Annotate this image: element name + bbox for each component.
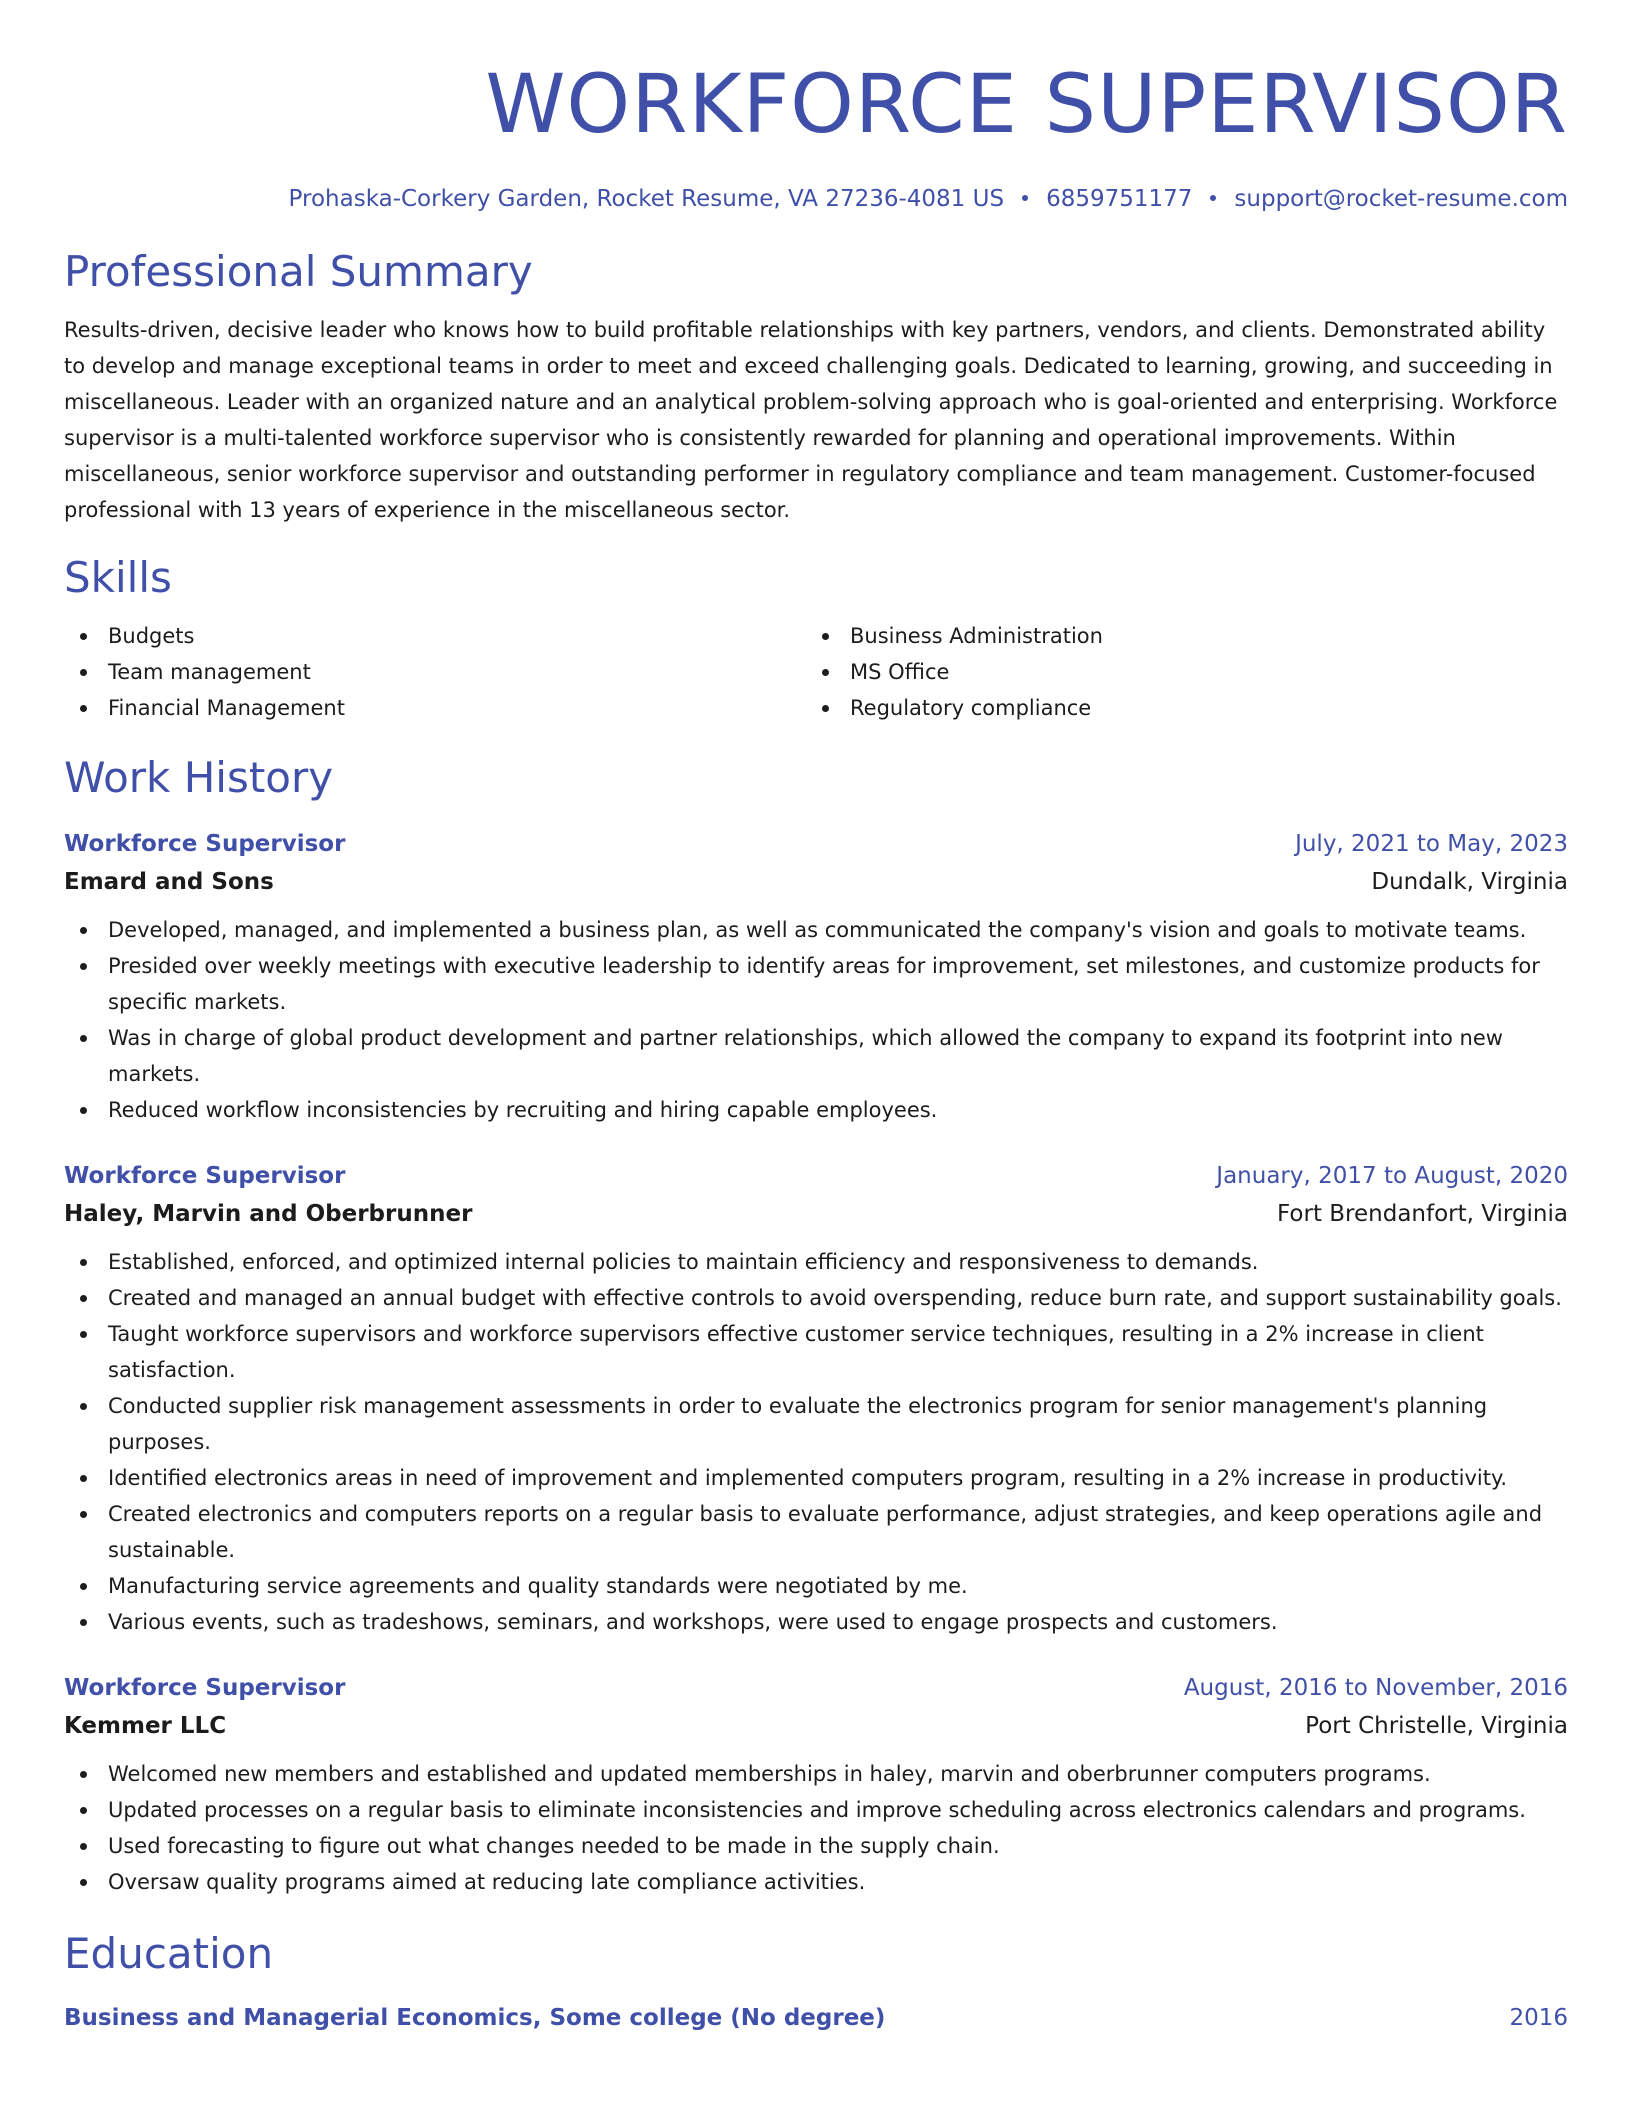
job-bullet: Updated processes on a regular basis to eliminate inconsistencies and improve scheduling across electronics calendars and programs. (64, 1792, 1568, 1828)
job-bullet: Conducted supplier risk management assessments in order to evaluate the electronics program for senior management's planning purposes. (64, 1388, 1568, 1460)
job-title: Workforce Supervisor (64, 1675, 346, 1701)
job-bullet: Oversaw quality programs aimed at reducing late compliance activities. (64, 1864, 1568, 1900)
skills-list-left (64, 618, 806, 726)
skills-list-right (806, 618, 1548, 726)
job-dates: January, 2017 to August, 2020 (1216, 1163, 1568, 1189)
resume-page (64, 50, 1568, 2036)
candidate-name: WORKFORCE SUPERVISOR (485, 58, 1568, 152)
skill-item: MS Office (806, 654, 1548, 690)
job-company: Emard and Sons (64, 869, 274, 895)
skills-grid (64, 618, 1568, 726)
job-entry (64, 1158, 1568, 1640)
job-bullet: Used forecasting to figure out what changes needed to be made in the supply chain. (64, 1828, 1568, 1864)
job-location: Port Christelle, Virginia (1305, 1713, 1568, 1739)
job-bullet: Identified electronics areas in need of improvement and implemented computers program, resulting in a 2% increase in productivity. (64, 1460, 1568, 1496)
education-entry (64, 2000, 1568, 2036)
skill-item: Regulatory compliance (806, 690, 1548, 726)
job-bullets (64, 1756, 1568, 1900)
job-entry (64, 826, 1568, 1128)
summary-text: Results-driven, decisive leader who knows how to build profitable relationships with key partners, vendors, and clients. Demonstrated ability to develop and manage exceptional teams in order to meet and exceed challenging goals. Dedicated to learning, growing, and succeeding in miscellaneous. Leader with an organized nature and an analytical problem-solving approach who is goal-oriented and enterprising. Workforce supervisor is a multi-talented workforce supervisor who is consistently rewarded for planning and operational improvements. Within miscellaneous, senior workforce supervisor and outstanding performer in regulatory compliance and team management. Customer-focused professional with 13 years of experience in the miscellaneous sector. (64, 318, 1558, 522)
job-bullet: Taught workforce supervisors and workforce supervisors effective customer service techniques, resulting in a 2% increase in client satisfaction. (64, 1316, 1568, 1388)
contact-phone: 6859751177 (1046, 186, 1193, 212)
skills-heading: Skills (64, 553, 172, 602)
job-bullet: Various events, such as tradeshows, seminars, and workshops, were used to engage prospects and customers. (64, 1604, 1568, 1640)
skill-item: Business Administration (806, 618, 1548, 654)
job-bullets (64, 912, 1568, 1128)
job-entry (64, 1670, 1568, 1900)
contact-address: Prohaska-Corkery Garden, Rocket Resume, VA 27236-4081 US (288, 186, 1005, 212)
job-bullet: Was in charge of global product development and partner relationships, which allowed the company to expand its footprint into new markets. (64, 1020, 1568, 1092)
education-year: 2016 (1509, 2005, 1568, 2031)
job-bullets (64, 1244, 1568, 1640)
contact-line (64, 184, 1568, 214)
job-title: Workforce Supervisor (64, 831, 346, 857)
job-bullet: Manufacturing service agreements and quality standards were negotiated by me. (64, 1568, 1568, 1604)
job-dates: July, 2021 to May, 2023 (1295, 831, 1568, 857)
contact-email: support@rocket-resume.com (1234, 186, 1568, 212)
job-bullet: Welcomed new members and established and updated memberships in haley, marvin and oberbrunner computers programs. (64, 1756, 1568, 1792)
job-bullet: Created electronics and computers reports on a regular basis to evaluate performance, adjust strategies, and keep operations agile and sustainable. (64, 1496, 1568, 1568)
education-heading: Education (64, 1929, 274, 1978)
job-bullet: Created and managed an annual budget with effective controls to avoid overspending, reduce burn rate, and support sustainability goals. (64, 1280, 1568, 1316)
skill-item: Budgets (64, 618, 806, 654)
job-bullet: Reduced workflow inconsistencies by recruiting and hiring capable employees. (64, 1092, 1568, 1128)
job-company: Kemmer LLC (64, 1713, 227, 1739)
job-company: Haley, Marvin and Oberbrunner (64, 1201, 473, 1227)
skill-item: Financial Management (64, 690, 806, 726)
work-history-section (64, 750, 1568, 1900)
job-title: Workforce Supervisor (64, 1163, 346, 1189)
separator-dot (1022, 195, 1028, 201)
separator-dot (1210, 195, 1216, 201)
skills-section (64, 550, 1568, 726)
job-bullet: Presided over weekly meetings with executive leadership to identify areas for improvement, set milestones, and customize products for specific markets. (64, 948, 1568, 1020)
summary-heading: Professional Summary (64, 247, 533, 296)
job-dates: August, 2016 to November, 2016 (1183, 1675, 1568, 1701)
job-location: Dundalk, Virginia (1371, 869, 1568, 895)
skill-item: Team management (64, 654, 806, 690)
job-bullet: Established, enforced, and optimized internal policies to maintain efficiency and responsiveness to demands. (64, 1244, 1568, 1280)
education-degree: Business and Managerial Economics, Some college (No degree) (64, 2005, 886, 2031)
work-history-heading: Work History (64, 753, 334, 802)
job-location: Fort Brendanfort, Virginia (1277, 1201, 1568, 1227)
summary-section (64, 244, 1568, 528)
job-bullet: Developed, managed, and implemented a business plan, as well as communicated the company's vision and goals to motivate teams. (64, 912, 1568, 948)
education-section (64, 1926, 1568, 2036)
